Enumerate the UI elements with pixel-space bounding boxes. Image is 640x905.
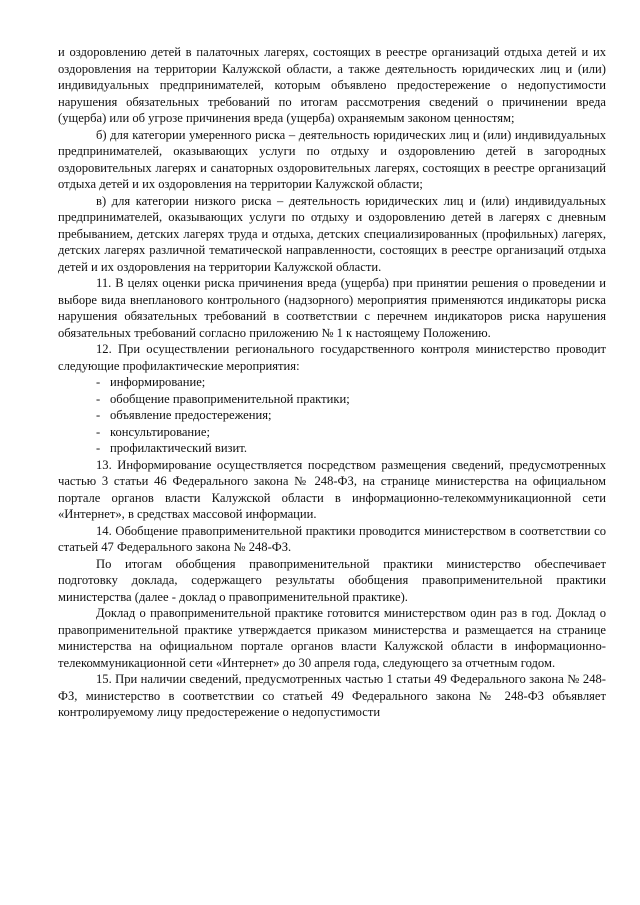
paragraph-report-schedule: Доклад о правоприменительной практике готовится министерством один раз в год. Доклад о правоприменительной практике утверждается приказом министерства и размещается на странице министерства на официальном портале органов власти Калужской области в информационно-телекоммуникационной сети «Интернет» до 30 апреля года, следующего за отчетным годом.	[58, 606, 606, 670]
list-item	[96, 407, 606, 424]
paragraph-11: 11. В целях оценки риска причинения вреда (ущерба) при принятии решения о проведении и выборе вида внепланового контрольного (надзорного) мероприятия применяются индикаторы риска нарушения обязательных требований в соответствии с перечнем индикаторов риска нарушения обязательных требований согласно приложению № 1 к настоящему Положению.	[58, 276, 606, 340]
paragraph-13: 13. Информирование осуществляется посредством размещения сведений, предусмотренных частью 3 статьи 46 Федерального закона № 248-ФЗ, на странице министерства на официальном портале органов власти Калужской области в информационно-телекоммуникационной сети «Интернет», в средствах массовой информации.	[58, 457, 606, 521]
list-item-text: консультирование;	[110, 424, 211, 439]
prevention-measures-list	[58, 374, 606, 457]
list-item-text: профилактический визит.	[110, 441, 247, 455]
paragraph-risk-low: в) для категории низкого риска – деятельность юридических лиц и (или) индивидуальных предпринимателей, оказывающих услуги по отдыху и оздоровлению детей в лагерях с дневным пребыванием, детских лагерях труда и отдыха, детских специализированных (профильных) лагерях, детских лагерях различной тематической направленности, состоящих в реестре организаций отдыха детей и их оздоровления на территории Калужской области.	[58, 193, 606, 274]
paragraph-12: 12. При осуществлении регионального государственного контроля министерство проводит следующие профилактические мероприятия:	[58, 342, 606, 373]
paragraph-15: 15. При наличии сведений, предусмотренных частью 1 статьи 49 Федерального закона № 248-ФЗ, министерство в соответствии со статьей 49 Федерального закона № 248-ФЗ объявляет контролируемому лицу предостережение о недопустимости	[58, 672, 606, 719]
list-item	[96, 440, 606, 457]
list-item-text: информирование;	[110, 375, 206, 389]
paragraph-risk-moderate: б) для категории умеренного риска – деятельность юридических лиц и (или) индивидуальных предпринимателей, оказывающих услуги по отдыху и оздоровлению детей в загородных оздоровительных лагерях и санаторных оздоровительных лагерях, состоящих в реестре организаций отдыха детей и их оздоровления на территории Калужской области;	[58, 127, 606, 191]
list-item-text: обобщение правоприменительной практики;	[110, 391, 350, 406]
list-item	[96, 424, 606, 441]
list-item	[96, 391, 606, 408]
bullet-marker: -	[96, 391, 101, 406]
bullet-marker: -	[96, 408, 101, 422]
paragraph-report-summary: По итогам обобщения правоприменительной практики министерство обеспечивает подготовку доклада, содержащего результаты обобщения правоприменительной практики министерства (далее - доклад о правоприменительной практике).	[58, 556, 606, 604]
paragraph-1: и оздоровлению детей в палаточных лагерях, состоящих в реестре организаций отдыха детей и их оздоровления на территории Калужской области, а также деятельность юридических лиц и (или) индивидуальных предпринимателей, которым объявлено предостережение о недопустимости нарушения обязательных требований по итогам рассмотрения сведений о причинении вреда (ущерба) или об угрозе причинения вреда (ущерба) охраняемым законом ценностям;	[58, 45, 606, 125]
paragraph-14: 14. Обобщение правоприменительной практики проводится министерством в соответствии со статьей 47 Федерального закона № 248-ФЗ.	[58, 523, 606, 554]
list-item	[96, 374, 606, 391]
bullet-marker: -	[96, 375, 101, 389]
bullet-marker: -	[96, 441, 101, 455]
bullet-marker: -	[96, 424, 101, 439]
list-item-text: объявление предостережения;	[110, 408, 272, 422]
document-page	[58, 44, 606, 721]
